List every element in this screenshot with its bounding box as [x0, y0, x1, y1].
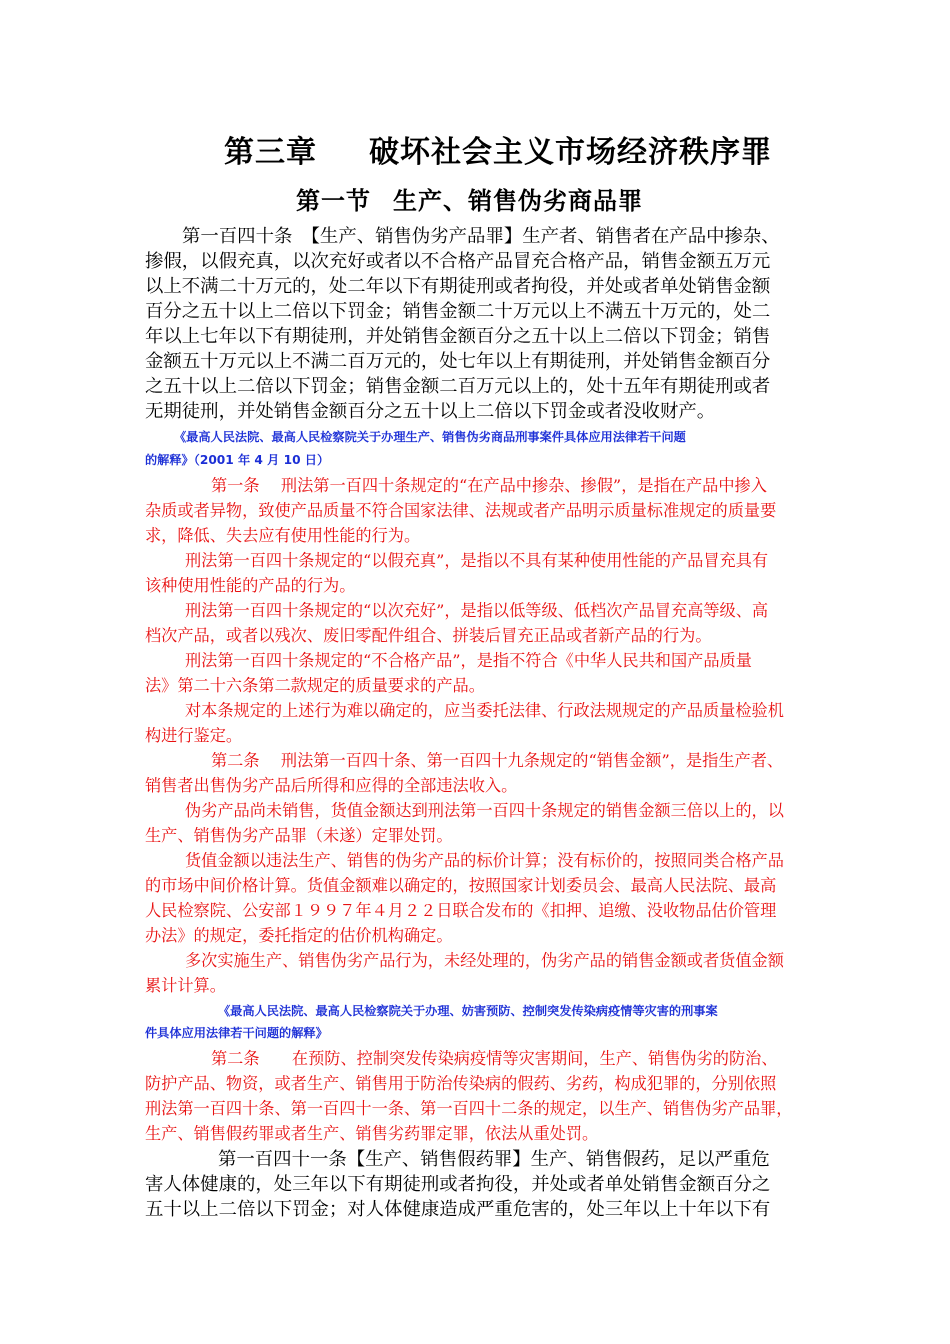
interpretation-1-line: 的市场中间价格计算。货值金额难以确定的，按照国家计划委员会、最高人民法院、最高 — [145, 876, 777, 895]
interpretation-1-line: 刑法第一百四十条规定的“以假充真”，是指以不具有某种使用性能的产品冒充具有 — [185, 551, 769, 570]
interpretation-1-line: 该种使用性能的产品的行为。 — [145, 576, 356, 595]
article-140-line: 金额五十万元以上不满二百万元的，处七年以上有期徒刑，并处销售金额百分 — [145, 351, 771, 372]
interpretation-1-line: 累计计算。 — [145, 976, 226, 995]
interpretation-1-line: 法》第二十六条第二款规定的质量要求的产品。 — [145, 676, 485, 695]
interpretation-1-line: 对本条规定的上述行为难以确定的，应当委托法律、行政法规规定的产品质量检验机 — [185, 701, 784, 720]
interpretation-1-title-line: 《最高人民法院、最高人民检察院关于办理生产、销售伪劣商品刑事案件具体应用法律若干问题 — [174, 430, 686, 444]
article-141-line: 第一百四十一条【生产、销售假药罪】生产、销售假药，足以严重危 — [218, 1149, 770, 1170]
article-140-line: 第一百四十条 【生产、销售伪劣产品罪】生产者、销售者在产品中掺杂、 — [182, 226, 780, 247]
chapter-title — [224, 135, 772, 170]
interpretation-2-line: 生产、销售假药罪或者生产、销售劣药罪定罪，依法从重处罚。 — [145, 1124, 599, 1143]
interpretation-1-line: 办法》的规定，委托指定的估价机构确定。 — [145, 926, 453, 945]
interpretation-1-line: 刑法第一百四十条规定的“不合格产品”，是指不符合《中华人民共和国产品质量 — [185, 651, 752, 670]
section-name: 生产、销售伪劣商品罪 — [393, 187, 643, 215]
article-140-line: 无期徒刑，并处销售金额百分之五十以上二倍以下罚金或者没收财产。 — [145, 401, 716, 422]
article-141-line: 五十以上二倍以下罚金；对人体健康造成严重危害的，处三年以上十年以下有 — [145, 1199, 771, 1220]
article-140-line: 年以上七年以下有期徒刑，并处销售金额百分之五十以上二倍以下罚金；销售 — [145, 326, 771, 347]
interpretation-2-title-line: 件具体应用法律若干问题的解释》 — [145, 1026, 328, 1040]
interpretation-1-line: 第二条 刑法第一百四十条、第一百四十九条规定的“销售金额”，是指生产者、 — [211, 751, 784, 770]
interpretation-1-line: 刑法第一百四十条规定的“以次充好”，是指以低等级、低档次产品冒充高等级、高 — [185, 601, 769, 620]
interpretation-2-line: 刑法第一百四十条、第一百四十一条、第一百四十二条的规定，以生产、销售伪劣产品罪， — [145, 1099, 793, 1118]
interpretation-1-line: 杂质或者异物，致使产品质量不符合国家法律、法规或者产品明示质量标准规定的质量要 — [145, 501, 777, 520]
interpretation-1-line: 求，降低、失去应有使用性能的行为。 — [145, 526, 421, 545]
interpretation-1-line: 销售者出售伪劣产品后所得和应得的全部违法收入。 — [145, 776, 518, 795]
interpretation-1-line: 第一条 刑法第一百四十条规定的“在产品中掺杂、掺假”，是指在产品中掺入 — [211, 476, 767, 495]
article-140-line: 之五十以上二倍以下罚金；销售金额二百万元以上的，处十五年有期徒刑或者 — [145, 376, 771, 397]
interpretation-1-line: 构进行鉴定。 — [145, 726, 243, 745]
interpretation-1-line: 货值金额以违法生产、销售的伪劣产品的标价计算；没有标价的，按照同类合格产品 — [185, 851, 784, 870]
interpretation-1-line: 档次产品，或者以残次、废旧零配件组合、拼装后冒充正品或者新产品的行为。 — [145, 626, 712, 645]
interpretation-1-line: 伪劣产品尚未销售，货值金额达到刑法第一百四十条规定的销售金额三倍以上的，以 — [185, 801, 784, 820]
interpretation-2-line: 防护产品、物资，或者生产、销售用于防治传染病的假药、劣药，构成犯罪的，分别依照 — [145, 1074, 777, 1093]
article-140-line: 掺假，以假充真，以次充好或者以不合格产品冒充合格产品，销售金额五万元 — [145, 251, 771, 272]
section-title — [296, 189, 643, 213]
interpretation-1-line: 生产、销售伪劣产品罪（未遂）定罪处罚。 — [145, 826, 453, 845]
interpretation-2-title-line: 《最高人民法院、最高人民检察院关于办理、妨害预防、控制突发传染病疫情等灾害的刑事案 — [218, 1004, 718, 1018]
interpretation-1-title-line: 的解释》（2001 年 4 月 10 日） — [145, 453, 330, 467]
article-141-line: 害人体健康的，处三年以下有期徒刑或者拘役，并处或者单处销售金额百分之 — [145, 1174, 771, 1195]
interpretation-1-line: 人民检察院、公安部１９９７年４月２２日联合发布的《扣押、追缴、没收物品估价管理 — [145, 901, 777, 920]
article-140-line: 以上不满二十万元的，处二年以下有期徒刑或者拘役，并处或者单处销售金额 — [145, 276, 771, 297]
chapter-number: 第三章 — [224, 135, 317, 170]
interpretation-2-line: 第二条 在预防、控制突发传染病疫情等灾害期间，生产、销售伪劣的防治、 — [211, 1049, 778, 1068]
article-140-line: 百分之五十以上二倍以下罚金；销售金额二十万元以上不满五十万元的，处二 — [145, 301, 771, 322]
chapter-name: 破坏社会主义市场经济秩序罪 — [369, 135, 772, 170]
interpretation-1-line: 多次实施生产、销售伪劣产品行为，未经处理的，伪劣产品的销售金额或者货值金额 — [185, 951, 784, 970]
section-number: 第一节 — [296, 187, 371, 215]
